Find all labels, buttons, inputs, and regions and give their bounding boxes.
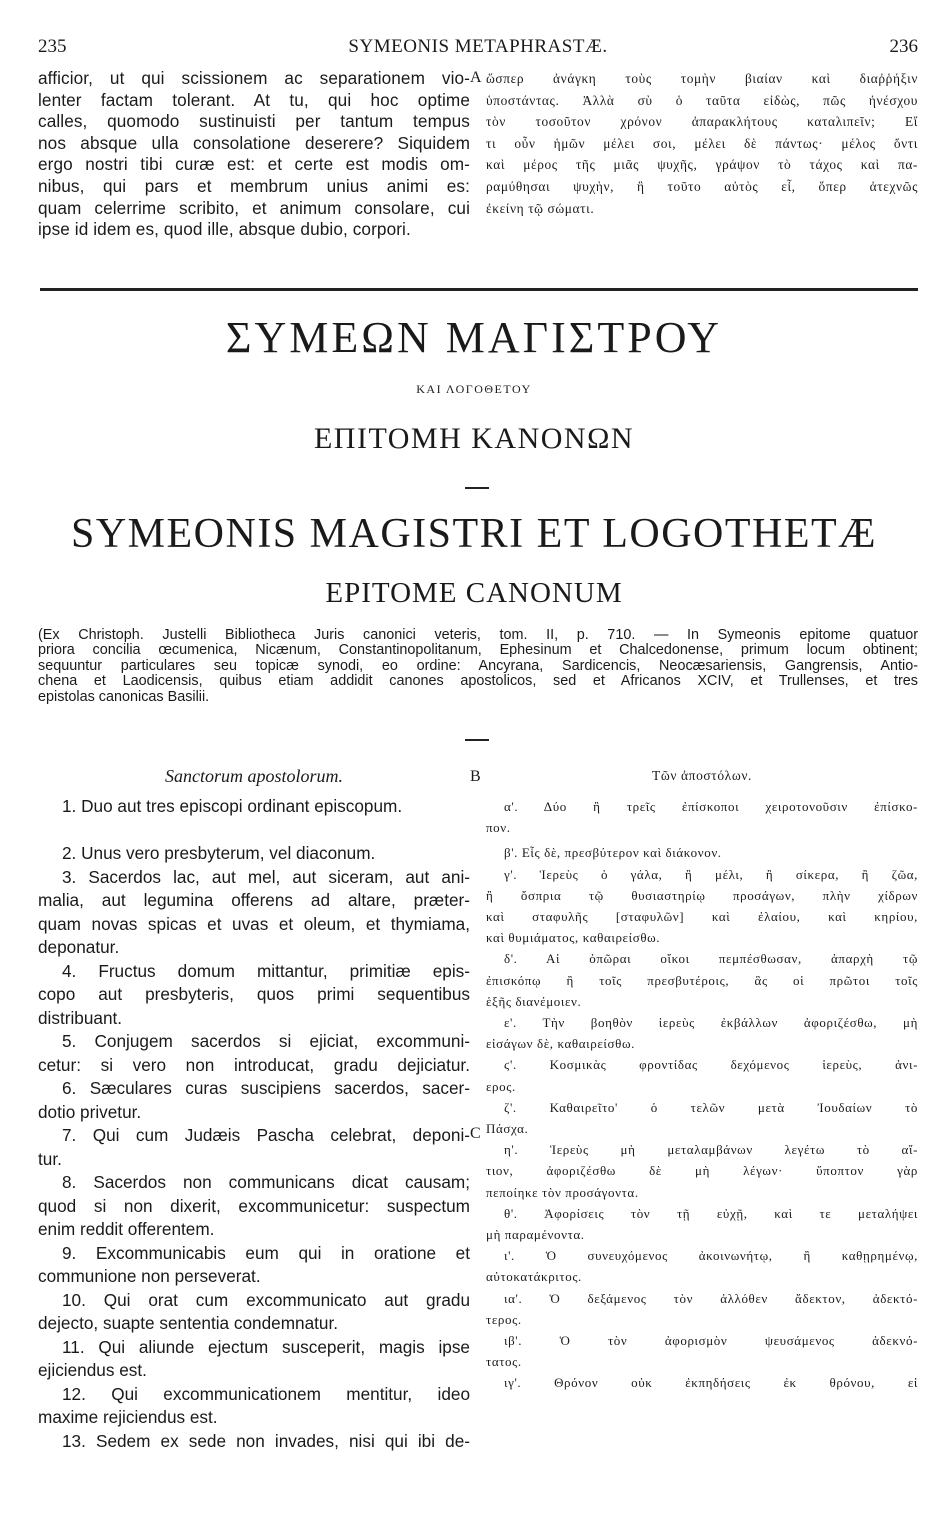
canon-line: καὶ θυμιάματος, καθαιρείσθω. [486,930,661,946]
canon-line: quod si non dixerit, excommunicetur: suspectum [38,1195,470,1216]
text-line: τι οὖν ἡμῶν μέλει σοι, μέλει δὲ πάντως· μέλος ὄντι [486,135,918,151]
canon-line: Πάσχα. [486,1121,529,1137]
canon-line: θ'. Ἀφορίσεις τὸν τῇ εὐχῇ, καὶ τε μεταλήψει [504,1205,918,1221]
canon-line: ejiciendus est. [38,1360,147,1380]
canon-line: ια'. Ὁ δεξάμενος τὸν ἀλλόθεν ἄδεκτον, ἀδεκτό- [504,1290,918,1306]
latin-epitome-title: EPITOME CANONUM [325,577,623,609]
running-header [38,36,918,60]
text-line: καὶ μέρος τῆς μιᾶς ψυχῆς, γράψον τὸ τάχος καὶ πα- [486,157,918,173]
page-number-left: 235 [38,36,67,57]
text-line: ὥσπερ ἀνάγκη τοὺς τομὴν βιαίαν καὶ διαῤῥήξιν [486,71,918,86]
canon-line: 4. Fructus domum mittantur, primitiæ epis- [62,960,470,981]
canon-line: copo aut presbyteris, quos primi sequentibus [38,984,470,1004]
text-line: nos absque ulla consolatione deserere? Siquidem [38,132,470,153]
canon-line: 8. Sacerdos non communicans dicat causam; [62,1172,470,1192]
text-line: τὸν τοσοῦτον χρόνον ἀπαρακλήτους καταλιπεῖν; Εἴ [486,114,918,130]
text-line: epistolas canonicas Basilii. [38,688,210,705]
canon-line: δ'. Αἱ ὀπῶραι οἴκοι πεμπέσθωσαν, ἀπαρχὴ τῷ [504,951,918,967]
canon-line: πον. [486,820,511,836]
canon-line: πεποίηκε τὸν προσάγοντα. [486,1184,639,1200]
page-number-right: 236 [889,36,918,57]
canon-line: ϛ'. Κοσμικὰς φροντίδας δεχόμενος ἱερεὺς, ἀνι- [504,1057,918,1073]
text-line: priora concilia œcumenica, Nicænum, Constantinopolitanum, Ephesinum et Chalcedonense, primum locum obtinent; [38,642,918,659]
section-rule [40,288,918,291]
canon-line: ἐπισκόπῳ ἢ τοῖς πρεσβυτέροις, ἃς οἱ πρῶτοι τοῖς [486,972,918,988]
canon-line: τιον, ἀφοριζέσθω δὲ μὴ λέγων· ὕποπτον γὰρ [486,1163,918,1179]
canon-line: ε'. Τὴν βοηθὸν ἱερεὺς ἐκβάλλων ἀφοριζέσθω, μὴ [504,1015,918,1031]
canon-line: 11. Qui aliunde ejectum susceperit, magis ipse [62,1336,470,1357]
greek-subtitle: ΚΑΙ ΛΟΓΟΘΕΤΟΥ [416,382,532,396]
intro-dash [465,739,489,741]
text-line: calles, quomodo sustinuisti per tantum tempus [38,111,470,132]
canon-line: ἑξῆς διανέμοιεν. [486,993,582,1009]
canon-line: 7. Qui cum Judæis Pascha celebrat, deponi- [62,1125,470,1145]
canon-line: ι'. Ὁ συνευχόμενος ἀκοινωνήτῳ, ἢ καθῃρημένῳ, [504,1248,918,1264]
latin-section-heading: Sanctorum apostolorum. [164,766,343,786]
canon-line: enim reddit offerentem. [38,1219,215,1239]
latin-top-text [38,68,470,241]
canon-line: 6. Sæculares curas suscipiens sacerdos, sacer- [62,1078,470,1098]
greek-canons [486,796,918,1394]
greek-section-heading: Τῶν ἀποστόλων. [651,768,752,783]
canon-line: 9. Excommunicabis eum qui in oratione et [62,1242,470,1263]
text-line: ραμύθησαι ψυχὴν, ἣ τοῦτο αὐτὸς εἶ, ὅπερ ἀτεχνῶς [486,178,918,194]
margin-mark-b: B [470,768,481,785]
canon-line: ιγ'. Θρόνον οὐκ ἐκπηδήσεις ἐκ θρόνου, εἰ [504,1375,918,1391]
canon-line: γ'. Ἱερεὺς ὁ γάλα, ἢ μέλι, ἢ σίκερα, ἢ ζῶα, [504,866,918,882]
canon-line: β'. Εἷς δὲ, πρεσβύτερον καὶ διάκονον. [504,845,722,861]
margin-mark-a: A [470,69,482,86]
canon-line: 2. Unus vero presbyterum, vel diaconum. [62,843,376,863]
canon-line: ζ'. Καθαιρεῖτο' ὁ τελῶν μετὰ Ἰουδαίων τὸ [504,1099,918,1115]
canon-line: 1. Duo aut tres episcopi ordinant episcopum. [62,796,403,816]
canon-line: α'. Δύο ἢ τρεῖς ἐπίσκοποι χειροτονοῦσιν ἐπίσκο- [504,799,918,814]
canon-line: ιβ'. Ὁ τὸν ἀφορισμὸν ψευσάμενος ἀδεκνό- [504,1333,918,1349]
text-line: ipse id idem es, quod ille, absque dubio, corpori. [38,219,411,240]
canon-line: cetur: si vero non introducat, gradu dejiciatur. [38,1054,470,1075]
text-line: afficior, ut qui scissionem ac separationem vio- [38,68,470,88]
greek-main-title: ΣΥΜΕΩΝ ΜΑΓΙΣΤΡΟΥ [225,313,723,362]
intro-note [38,628,918,705]
canon-line [38,819,470,843]
canon-line: 5. Conjugem sacerdos si ejiciat, excommuni- [62,1031,470,1051]
text-line: quam celerrime scribito, et animum consolare, cui [38,197,470,218]
text-line: nibus, qui pars et membrum unius animi es: [38,175,470,196]
canon-line: η'. Ἱερεὺς μὴ μεταλαμβάνων λεγέτω τὸ αἴ- [504,1142,918,1158]
canon-line: τατος. [486,1354,522,1370]
canon-line: ερος. [486,1078,516,1094]
canon-line: εἰσάγων δὲ, καθαιρείσθω. [486,1036,635,1052]
canon-line: 12. Qui excommunicationem mentitur, ideo [62,1383,470,1404]
text-line: ergo nostri tibi curæ est: et certe est modis om- [38,154,470,175]
latin-canons [38,795,470,1453]
canon-line: 3. Sacerdos lac, aut mel, aut siceram, aut ani- [62,866,470,887]
margin-mark-c: C [470,1125,481,1142]
title-dash [465,487,489,489]
canon-line: communione non perseverat. [38,1266,261,1286]
canon-line: deponatur. [38,937,120,957]
text-line: ἐκείνη τῷ σώματι. [486,200,595,216]
canon-line: τερος. [486,1311,522,1327]
text-line: chena et Laodicensis, quibus etiam addidit canones apostolicos, sed et Africanos XCIV, et Trullenses, et tres [38,673,918,690]
greek-epitome-title: ΕΠΙΤΟΜΗ ΚΑΝΟΝΩΝ [313,422,635,455]
text-line: lenter factam tolerant. At tu, qui hoc optime [38,89,470,110]
canon-line: ἢ ὄσπρια τῷ θυσιαστηρίῳ προσάγων, πλὴν χίδρων [486,887,918,903]
canon-line: distribuant. [38,1007,123,1028]
canon-line: quam novas spicas et uvas et oleum, et thymiama, [38,913,470,934]
running-title: SYMEONIS METAPHRASTÆ. [348,36,608,57]
canon-line: 10. Qui orat cum excommunicato aut gradu [62,1289,470,1310]
canon-line: μὴ παραμένοντα. [486,1227,585,1243]
canon-line: dejecto, suapte sententia condemnatur. [38,1313,339,1333]
text-line: sequuntur particulares seu topicæ synodi, eo ordine: Ancyrana, Sardicencis, Neocæsariensis, Gangrensis, Antio- [38,657,918,674]
canon-line: αὐτοκατάκριτος. [486,1269,582,1285]
canon-line: 13. Sedem ex sede non invades, nisi qui ibi de- [62,1430,470,1451]
text-line: (Ex Christoph. Justelli Bibliotheca Juris canonici veteris, tom. II, p. 710. — In Symeonis epitome quatuor [38,627,918,643]
canon-line: malia, aut legumina offerens ad altare, præter- [38,890,470,910]
text-line: ὑποστάντας. Ἀλλὰ σὺ ὁ ταῦτα εἰδὼς, πῶς ἠνέσχου [486,92,918,108]
canon-line: dotio privetur. [38,1101,142,1122]
canon-line: tur. [38,1148,62,1169]
greek-top-text [486,68,918,219]
canon-line: maxime rejiciendus est. [38,1407,218,1427]
canon-line: καὶ σταφυλῆς [σταφυλῶν] καὶ ἐλαίου, καὶ κηρίου, [486,909,918,925]
latin-main-title: SYMEONIS MAGISTRI ET LOGOTHETÆ [70,511,878,557]
